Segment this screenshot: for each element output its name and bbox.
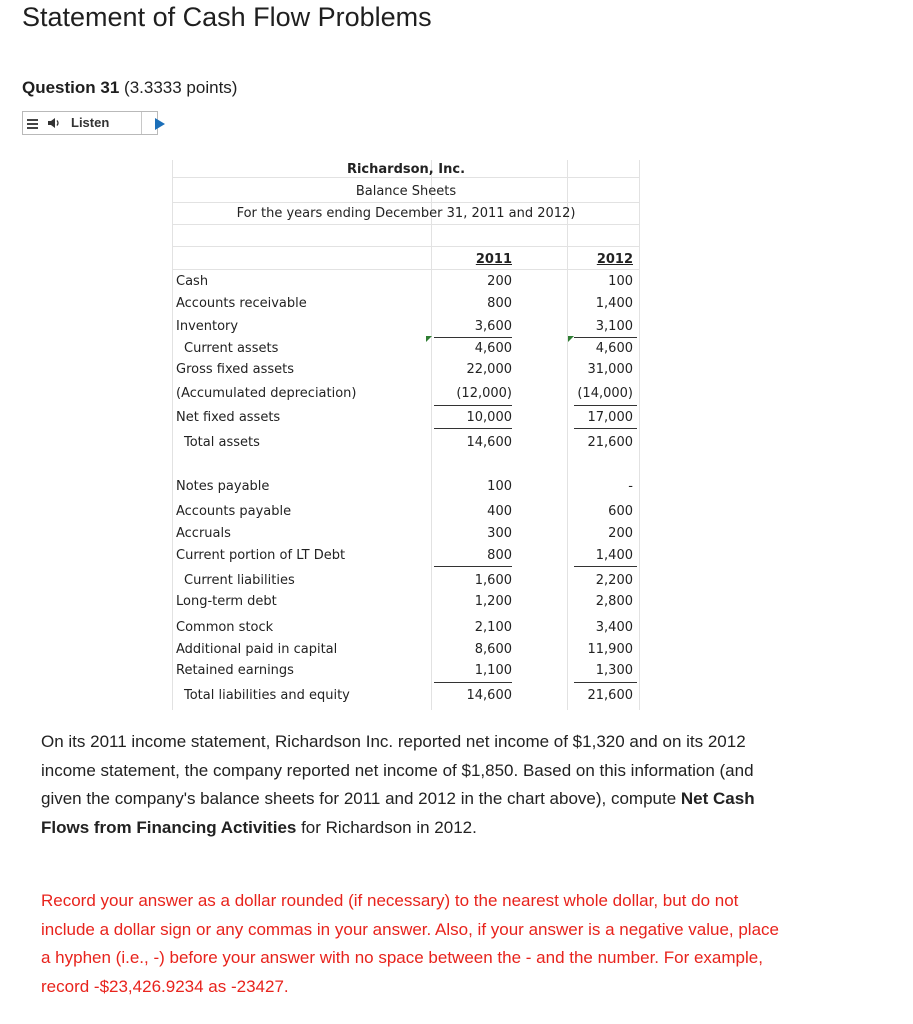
- table-row: Accounts payable 400 600: [176, 504, 633, 519]
- question-emphasis: Net Cash Flows from Financing Activities: [41, 789, 755, 837]
- table-row: Cash 200 100: [176, 274, 633, 289]
- sheet-subtitle: Balance Sheets: [355, 184, 457, 199]
- table-row: Current assets 4,600 4,600: [184, 341, 633, 356]
- question-text: On its 2011 income statement, Richardson Inc. reported net income of $1,320 and on its 2012 income statement, the company reported net income of $1,850. Based on this information (and given the company's balance sheets for 2011 and 2012 in the chart above), compute Net Cash Flows from Financing Activities for Richardson in 2012.: [41, 732, 755, 837]
- table-row: Current liabilities 1,600 2,200: [184, 573, 633, 588]
- play-icon[interactable]: [155, 118, 165, 130]
- sheet-company: Richardson, Inc.: [346, 162, 466, 177]
- table-row: Retained earnings 1,100 1,300: [176, 663, 633, 678]
- balance-sheet-image: [172, 160, 640, 710]
- table-row: Net fixed assets 10,000 17,000: [176, 410, 633, 425]
- table-row: Notes payable 100 -: [176, 479, 633, 494]
- table-row: Inventory 3,600 3,100: [176, 319, 633, 334]
- table-row: Current portion of LT Debt 800 1,400: [176, 548, 633, 563]
- toolbar-divider: [141, 112, 142, 134]
- column-headers: [172, 250, 640, 270]
- question-heading: [22, 78, 237, 98]
- table-row: (Accumulated depreciation) (12,000) (14,000): [176, 386, 633, 401]
- question-label: Question 31: [22, 78, 120, 97]
- column-2011: 2011: [475, 252, 512, 267]
- speaker-icon[interactable]: [47, 116, 61, 130]
- table-row: Accounts receivable 800 1,400: [176, 296, 633, 311]
- column-2012: 2012: [596, 252, 633, 267]
- table-row: Total assets 14,600 21,600: [184, 435, 633, 450]
- sheet-period: For the years ending December 31, 2011 and 2012): [236, 206, 576, 221]
- table-row: Gross fixed assets 22,000 31,000: [176, 362, 633, 377]
- listen-button[interactable]: Listen: [71, 115, 110, 130]
- answer-instructions: Record your answer as a dollar rounded (if necessary) to the nearest whole dollar, but do not include a dollar sign or any commas in your answer. Also, if your answer is a negative value, place a hyphen (i.e., -) before your answer with no space between the - and the number. For example, record -$23,426.9234 as -23427.: [41, 891, 779, 996]
- question-points: (3.3333 points): [124, 78, 238, 97]
- page-title: Statement of Cash Flow Problems: [22, 2, 432, 32]
- table-row: Additional paid in capital 8,600 11,900: [176, 642, 633, 657]
- table-row: Total liabilities and equity 14,600 21,600: [184, 688, 633, 703]
- table-row: Accruals 300 200: [176, 526, 633, 541]
- menu-icon[interactable]: [27, 119, 38, 129]
- table-row: Common stock 2,100 3,400: [176, 620, 633, 635]
- listen-toolbar: [22, 111, 158, 135]
- table-row: Long-term debt 1,200 2,800: [176, 594, 633, 609]
